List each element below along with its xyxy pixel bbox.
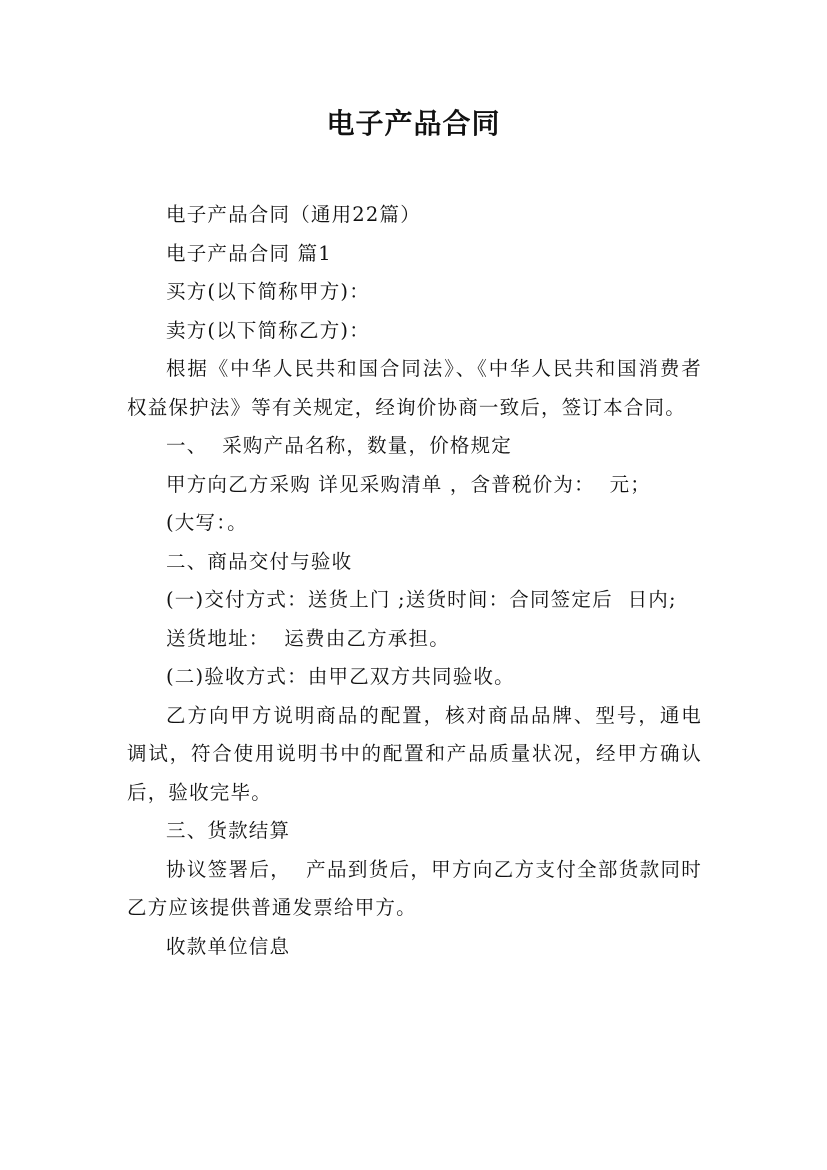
paragraph-payment: 协议签署后， 产品到货后，甲方向乙方支付全部货款同时乙方应该提供普通发票给甲方。: [127, 857, 702, 919]
paragraph-seller: 卖方(以下简称乙方)：: [166, 318, 370, 342]
paragraph-preamble: 根据《中华人民共和国合同法》、《中华人民共和国消费者权益保护法》等有关规定，经询价协商一致后，签订本合同。: [127, 357, 702, 419]
paragraph-section-heading: 电子产品合同 篇1: [166, 241, 332, 265]
paragraph-article-1-heading: 一、 采购产品名称，数量，价格规定: [166, 434, 512, 457]
paragraph-delivery-address: 送货地址： 运费由乙方承担。: [166, 626, 450, 650]
document-title: 电子产品合同: [326, 107, 501, 140]
paragraph-delivery-method: (一)交付方式：送货上门 ;送货时间：合同签定后 日内;: [166, 588, 677, 611]
paragraph-price: 甲方向乙方采购 详见采购清单 ，含普税价为： 元；: [166, 472, 651, 496]
paragraph-article-3-heading: 三、货款结算: [166, 819, 291, 842]
paragraph-buyer: 买方(以下简称甲方)：: [166, 280, 370, 303]
paragraph-subtitle: 电子产品合同（通用22篇）: [166, 203, 421, 226]
paragraph-acceptance-detail: 乙方向甲方说明商品的配置，核对商品品牌、型号，通电调试，符合使用说明书中的配置和产品质量状况，经甲方确认后，验收完毕。: [127, 703, 702, 804]
document-body: [127, 196, 702, 966]
paragraph-article-2-heading: 二、商品交付与验收: [166, 549, 353, 573]
paragraph-acceptance-method: (二)验收方式：由甲乙双方共同验收。: [166, 665, 515, 688]
paragraph-payee-info: 收款单位信息: [166, 934, 291, 958]
paragraph-price-words: (大写：。: [166, 511, 248, 534]
